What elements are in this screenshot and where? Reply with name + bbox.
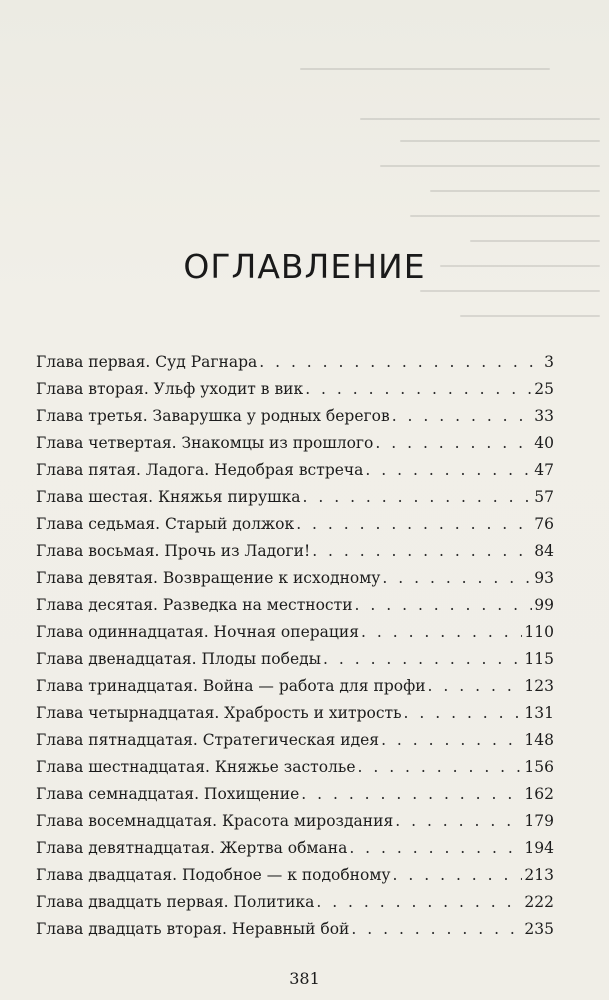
dot-leader (428, 673, 523, 700)
dot-leader (358, 754, 523, 781)
toc-entry-title: Глава первая. Суд Рагнара (36, 353, 258, 371)
toc-entry-page: 76 (534, 515, 554, 533)
toc-entry-page: 25 (534, 380, 554, 398)
toc-entry-page: 47 (534, 461, 554, 479)
toc-entry[interactable] (36, 430, 554, 457)
toc-entry-page: 3 (544, 353, 554, 371)
dot-leader (361, 619, 522, 646)
toc-entry[interactable] (36, 835, 554, 862)
toc-entry-page: 110 (524, 623, 554, 641)
toc-entry-page: 57 (534, 488, 554, 506)
dot-leader (395, 808, 522, 835)
toc-entry-title: Глава четвертая. Знакомцы из прошлого (36, 434, 374, 452)
toc-entry[interactable] (36, 565, 554, 592)
dot-leader (351, 916, 522, 943)
toc-entry[interactable] (36, 511, 554, 538)
toc-entry-page: 84 (534, 542, 554, 560)
toc-entry-title: Глава двенадцатая. Плоды победы (36, 650, 322, 668)
dot-leader (303, 484, 533, 511)
dot-leader (349, 835, 522, 862)
toc-entry[interactable] (36, 376, 554, 403)
toc-entry-page: 222 (524, 893, 554, 911)
bleed-through-text (0, 0, 609, 340)
toc-entry-page: 33 (534, 407, 554, 425)
toc-entry[interactable] (36, 592, 554, 619)
toc-entry-title: Глава двадцать вторая. Неравный бой (36, 920, 350, 938)
toc-entry-title: Глава восьмая. Прочь из Ладоги! (36, 542, 311, 560)
toc-entry-title: Глава девятая. Возвращение к исходному (36, 569, 381, 587)
toc-entry-page: 194 (524, 839, 554, 857)
dot-leader (392, 403, 533, 430)
dot-leader (259, 349, 542, 376)
toc-entry-title: Глава третья. Заварушка у родных берегов (36, 407, 390, 425)
dot-leader (355, 592, 533, 619)
dot-leader (312, 538, 532, 565)
toc-entry-title: Глава восемнадцатая. Красота мироздания (36, 812, 394, 830)
page-title: ОГЛАВЛЕНИЕ (183, 247, 426, 286)
toc-entry[interactable] (36, 862, 554, 889)
toc-entry[interactable] (36, 484, 554, 511)
dot-leader (381, 727, 522, 754)
dot-leader (323, 646, 522, 673)
toc-entry-page: 40 (534, 434, 554, 452)
toc-entry-page: 115 (524, 650, 554, 668)
dot-leader (365, 457, 532, 484)
toc-entry[interactable] (36, 538, 554, 565)
toc-entry-page: 179 (524, 812, 554, 830)
toc-entry-page: 99 (534, 596, 554, 614)
toc-entry[interactable] (36, 457, 554, 484)
toc-entry[interactable] (36, 349, 554, 376)
toc-entry-title: Глава шестая. Княжья пирушка (36, 488, 301, 506)
toc-entry-page: 131 (524, 704, 554, 722)
toc-entry[interactable] (36, 781, 554, 808)
toc-entry[interactable] (36, 889, 554, 916)
toc-entry[interactable] (36, 673, 554, 700)
toc-entry-title: Глава четырнадцатая. Храбрость и хитрость (36, 704, 402, 722)
toc-entry-title: Глава десятая. Разведка на местности (36, 596, 353, 614)
toc-entry[interactable] (36, 646, 554, 673)
toc-entry-page: 148 (524, 731, 554, 749)
dot-leader (316, 889, 522, 916)
toc-entry[interactable] (36, 700, 554, 727)
toc-entry[interactable] (36, 727, 554, 754)
toc-entry-page: 93 (534, 569, 554, 587)
toc-entry[interactable] (36, 916, 554, 943)
dot-leader (305, 376, 532, 403)
toc-entry[interactable] (36, 754, 554, 781)
dot-leader (375, 430, 532, 457)
toc-entry-title: Глава семнадцатая. Похищение (36, 785, 300, 803)
toc-entry[interactable] (36, 403, 554, 430)
toc-entry-page: 235 (524, 920, 554, 938)
dot-leader (382, 565, 532, 592)
toc-entry-title: Глава пятнадцатая. Стратегическая идея (36, 731, 380, 749)
dot-leader (301, 781, 522, 808)
toc-entry[interactable] (36, 619, 554, 646)
toc-entry[interactable] (36, 808, 554, 835)
toc-entry-title: Глава вторая. Ульф уходит в вик (36, 380, 304, 398)
toc-entry-title: Глава двадцатая. Подобное — к подобному (36, 866, 391, 884)
dot-leader (404, 700, 523, 727)
toc-entry-page: 156 (524, 758, 554, 776)
toc-entry-title: Глава одиннадцатая. Ночная операция (36, 623, 360, 641)
dot-leader (393, 862, 523, 889)
toc-entry-title: Глава девятнадцатая. Жертва обмана (36, 839, 348, 857)
dot-leader (296, 511, 532, 538)
table-of-contents (36, 349, 554, 943)
toc-entry-page: 213 (524, 866, 554, 884)
toc-entry-title: Глава двадцать первая. Политика (36, 893, 315, 911)
toc-entry-page: 162 (524, 785, 554, 803)
page-number: 381 (289, 969, 320, 988)
toc-entry-title: Глава пятая. Ладога. Недобрая встреча (36, 461, 364, 479)
toc-entry-title: Глава шестнадцатая. Княжье застолье (36, 758, 356, 776)
toc-entry-title: Глава седьмая. Старый должок (36, 515, 295, 533)
toc-entry-title: Глава тринадцатая. Война — работа для профи (36, 677, 426, 695)
toc-entry-page: 123 (524, 677, 554, 695)
